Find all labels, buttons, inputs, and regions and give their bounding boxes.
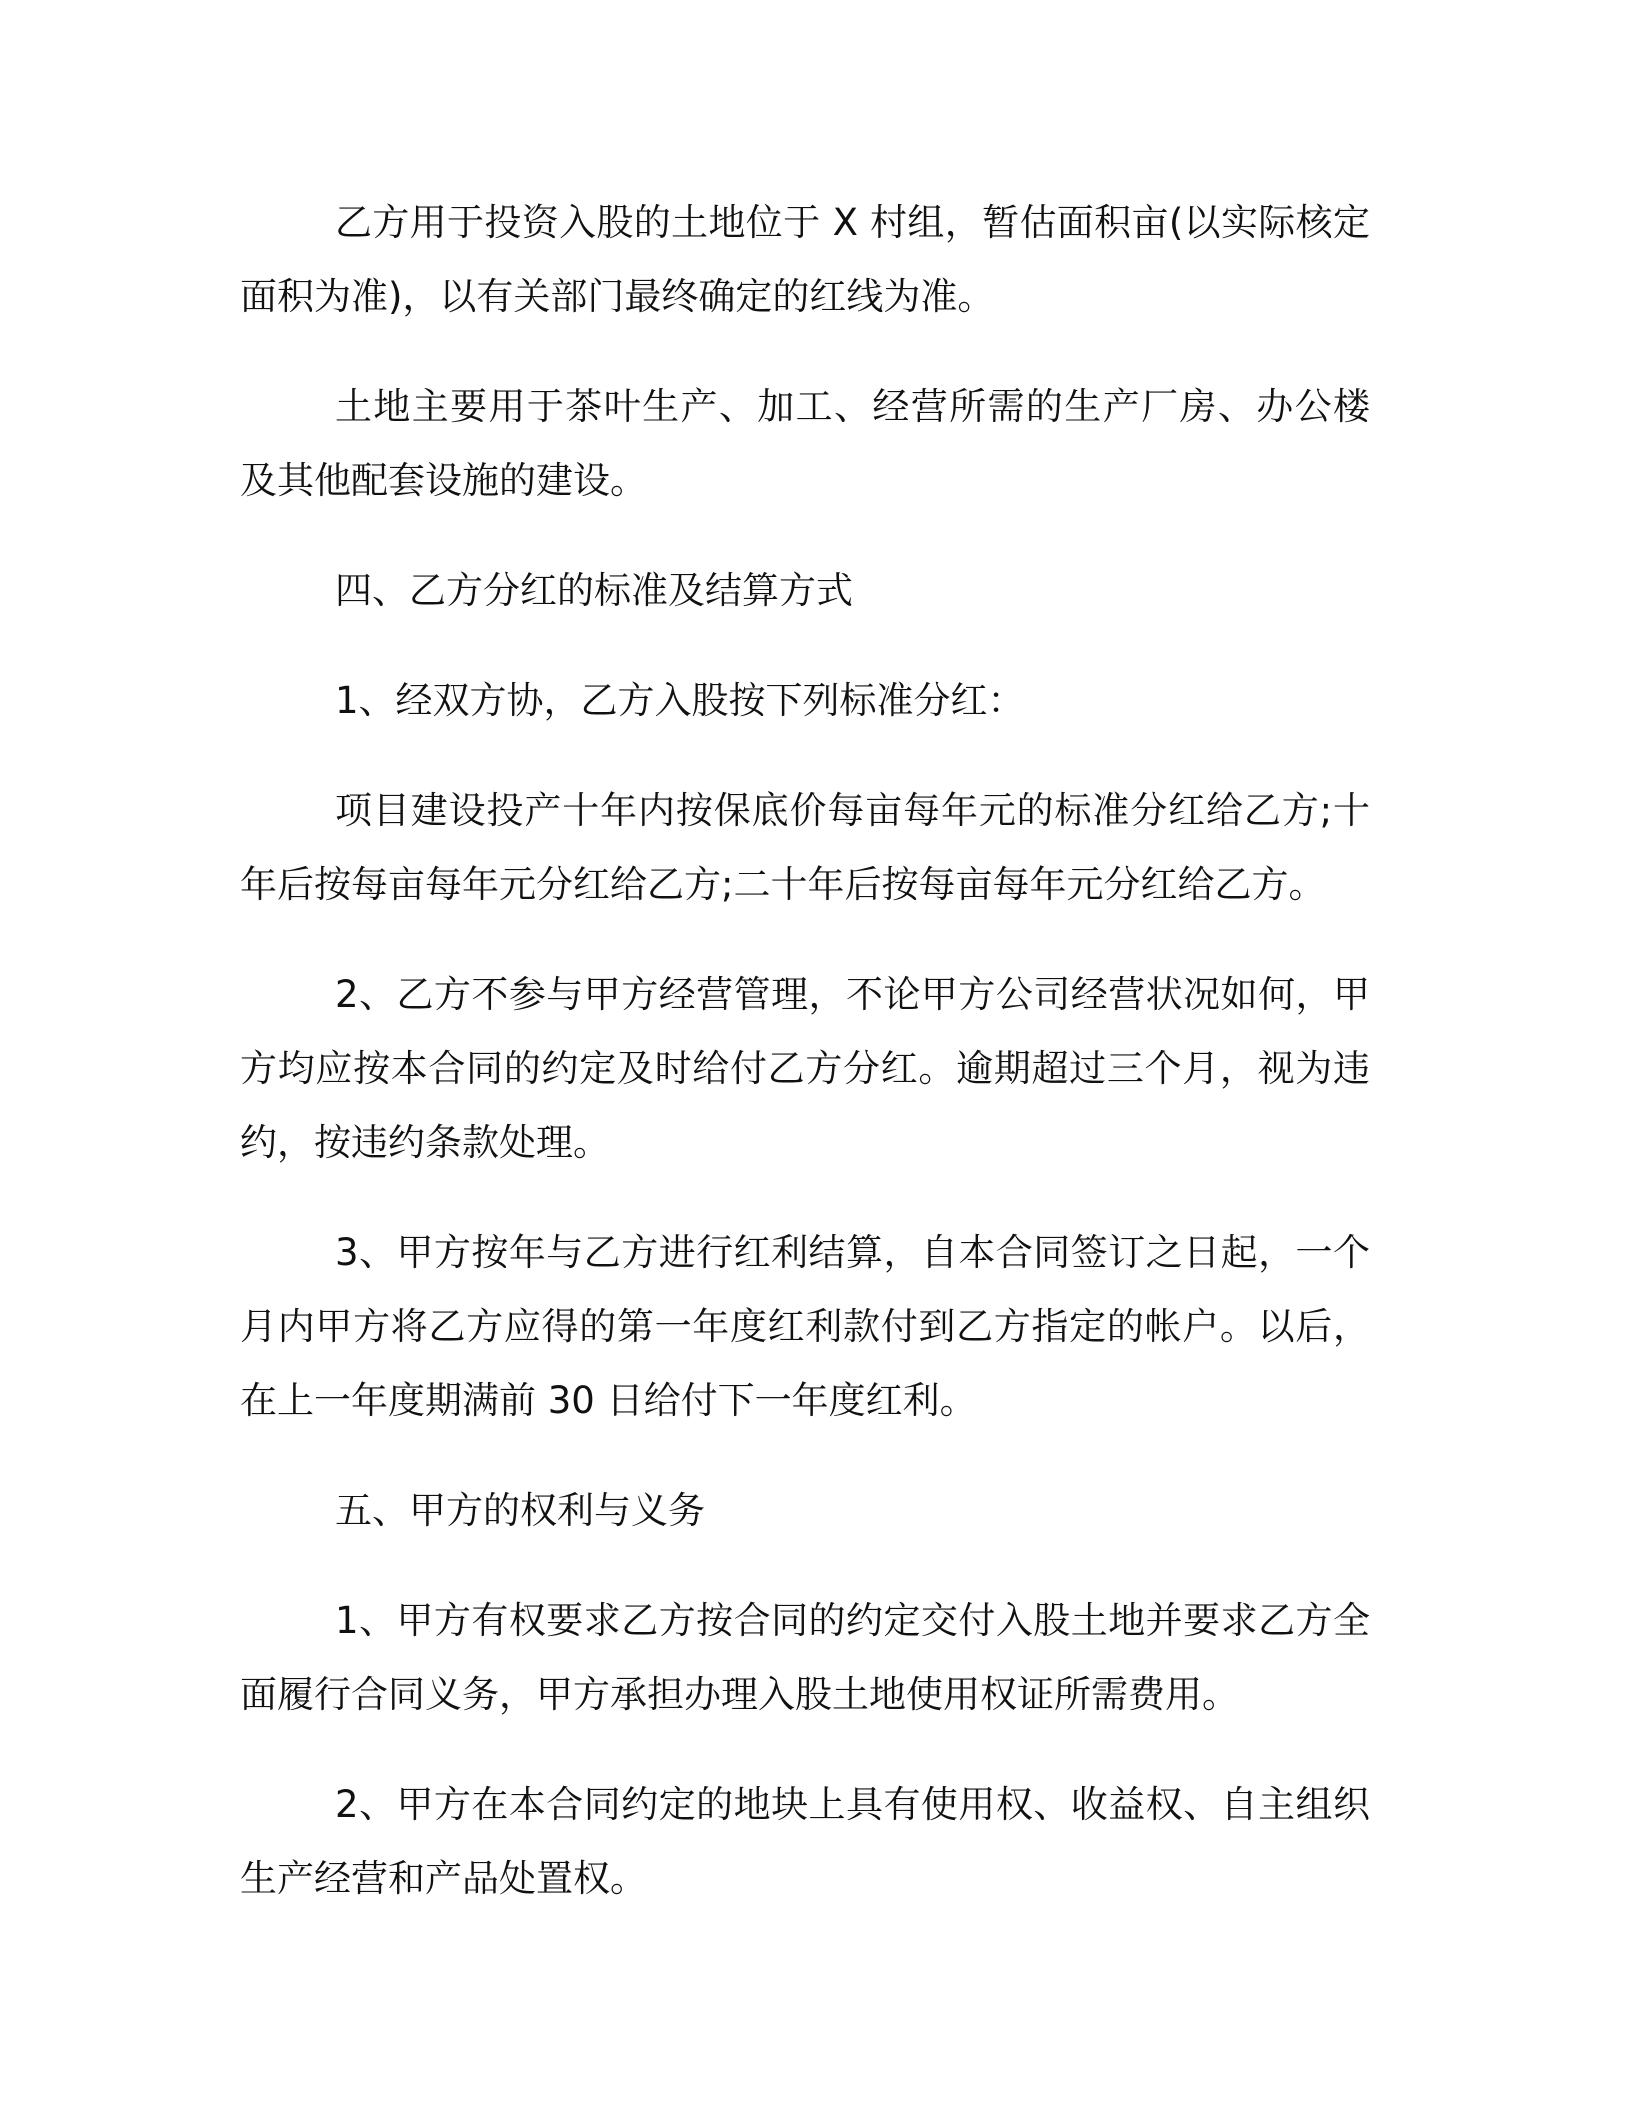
document-body (240, 186, 1370, 1952)
section-heading-dividend: 四、乙方分红的标准及结算方式 (335, 569, 853, 612)
paragraph-land-usage: 土地主要用于茶叶生产、加工、经营所需的生产厂房、办公楼及其他配套设施的建设。 (240, 385, 1370, 502)
section-heading-party-a-rights: 五、甲方的权利与义务 (335, 1489, 705, 1532)
paragraph-party-a-right-2: 2、甲方在本合同约定的地块上具有使用权、收益权、自主组织生产经营和产品处置权。 (240, 1783, 1370, 1900)
paragraph-dividend-settlement: 3、甲方按年与乙方进行红利结算，自本合同签订之日起，一个月内甲方将乙方应得的第一年度红利款付到乙方指定的帐户。以后，在上一年度期满前 30 日给付下一年度红利。 (240, 1231, 1370, 1422)
paragraph-land-location: 乙方用于投资入股的土地位于 X 村组，暂估面积亩(以实际核定面积为准)，以有关部门最终确定的红线为准。 (240, 201, 1370, 318)
paragraph-dividend-standard: 1、经双方协，乙方入股按下列标准分红： (335, 679, 1025, 722)
paragraph-party-a-right-1: 1、甲方有权要求乙方按合同的约定交付入股土地并要求乙方全面履行合同义务，甲方承担办理入股土地使用权证所需费用。 (240, 1599, 1370, 1716)
paragraph-dividend-payment: 2、乙方不参与甲方经营管理，不论甲方公司经营状况如何，甲方均应按本合同的约定及时给付乙方分红。逾期超过三个月，视为违约，按违约条款处理。 (240, 973, 1370, 1164)
paragraph-dividend-schedule: 项目建设投产十年内按保底价每亩每年元的标准分红给乙方;十年后按每亩每年元分红给乙方;二十年后按每亩每年元分红给乙方。 (240, 789, 1370, 906)
